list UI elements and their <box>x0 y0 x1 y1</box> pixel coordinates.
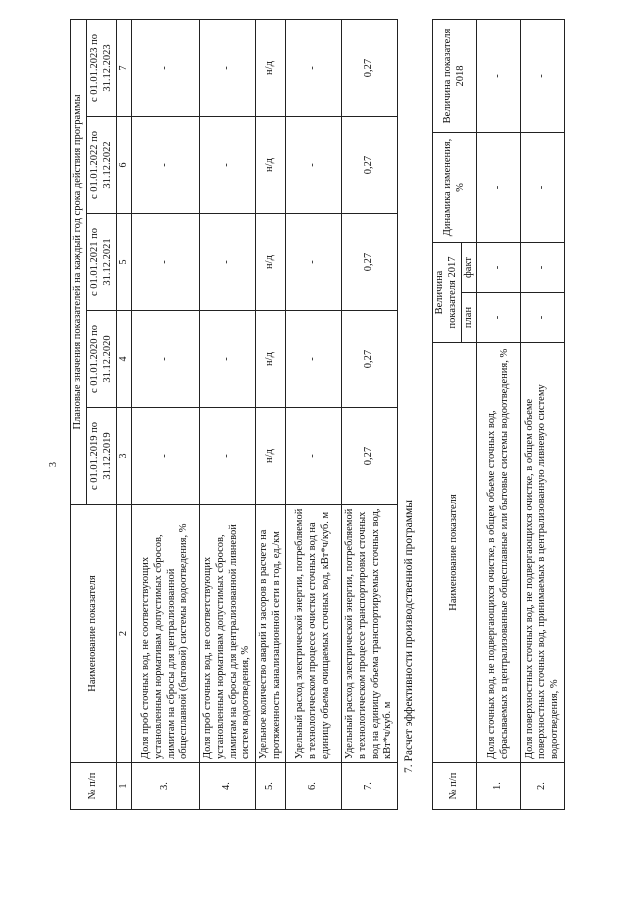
row-value: - <box>200 408 256 505</box>
row-value: 0,27 <box>342 408 398 505</box>
period-header: с 01.01.2021 по 31.12.2021 <box>87 214 117 311</box>
row-value: н/д <box>256 117 286 214</box>
row-value: - <box>521 243 565 293</box>
page-number: 3 <box>48 462 59 467</box>
row-value: - <box>132 214 200 311</box>
row-value: - <box>200 214 256 311</box>
plan-header: план <box>461 293 477 343</box>
period-header: с 01.01.2020 по 31.12.2020 <box>87 311 117 408</box>
row-value: - <box>132 408 200 505</box>
row-name: Доля проб сточных вод, не соответствующих установленным нормативам допустимых сбросов, лимитам на сбросы для централизованной общесплавной (бытовой) системы водоотведения, % <box>132 505 200 763</box>
efficiency-table <box>432 19 565 810</box>
row-value: н/д <box>256 408 286 505</box>
row-name: Доля поверхностных сточных вод, не подвергающихся очистке, в общем объеме поверхностных сточных вод, принимаемых в централизованную ливневую систему водоотведения, % <box>521 343 565 763</box>
row-value: 0,27 <box>342 117 398 214</box>
row-value: 0,27 <box>342 20 398 117</box>
row-value: - <box>477 133 521 243</box>
col-group-header: Плановые значения показателей на каждый год срока действия программы <box>71 20 87 505</box>
row-value: н/д <box>256 214 286 311</box>
row-value: - <box>286 408 342 505</box>
row-num: 3. <box>132 763 200 810</box>
row-value: - <box>521 133 565 243</box>
col-number: 2 <box>117 505 132 763</box>
table-row <box>342 20 398 810</box>
row-value: - <box>286 20 342 117</box>
row-name: Удельный расход электрической энергии, потребляемой в технологическом процессе очистки сточных вод на единицу объема очищаемых сточных вод, кВт*ч/куб. м <box>286 505 342 763</box>
row-value: - <box>132 20 200 117</box>
table-row <box>256 20 286 810</box>
row-value: - <box>477 243 521 293</box>
row-value: 0,27 <box>342 214 398 311</box>
period-header: с 01.01.2022 по 31.12.2022 <box>87 117 117 214</box>
row-value: - <box>521 20 565 133</box>
table-row <box>521 20 565 810</box>
row-value: - <box>286 214 342 311</box>
col-name-header: Наименование показателя <box>433 343 477 763</box>
col-num-header: № п/п <box>71 763 117 810</box>
row-value: - <box>132 117 200 214</box>
col-number: 6 <box>117 117 132 214</box>
row-value: - <box>521 293 565 343</box>
period-header: с 01.01.2023 по 31.12.2023 <box>87 20 117 117</box>
table-row <box>286 20 342 810</box>
col-number: 3 <box>117 408 132 505</box>
row-value: н/д <box>256 20 286 117</box>
col-number: 5 <box>117 214 132 311</box>
col-number: 1 <box>117 763 132 810</box>
row-name: Удельный расход электрической энергии, потребляемой в технологическом процессе транспортировки сточных вод на единицу объема транспортируемых сточных вод, кВт*ч/куб. м <box>342 505 398 763</box>
row-num: 7. <box>342 763 398 810</box>
section-title: 7. Расчет эффективности производственной программы <box>403 499 415 773</box>
fact-header: факт <box>461 243 477 293</box>
row-value: - <box>477 293 521 343</box>
row-value: н/д <box>256 311 286 408</box>
period-header: с 01.01.2019 по 31.12.2019 <box>87 408 117 505</box>
row-value: - <box>200 20 256 117</box>
targets-table <box>70 19 398 810</box>
row-num: 6. <box>286 763 342 810</box>
col-name-header: Наименование показателя <box>71 505 117 763</box>
row-value: - <box>477 20 521 133</box>
row-name: Доля сточных вод, не подвергающихся очистке, в общем объеме сточных вод, сбрасываемых в централизованные общесплавные или бытовые системы водоотведения, % <box>477 343 521 763</box>
row-value: - <box>286 311 342 408</box>
table-row <box>132 20 200 810</box>
row-num: 2. <box>521 763 565 810</box>
row-value: - <box>200 311 256 408</box>
row-name: Удельное количество аварий и засоров в расчете на протяженность канализационной сети в год, ед./км <box>256 505 286 763</box>
row-value: - <box>286 117 342 214</box>
row-name: Доля проб сточных вод, не соответствующих установленным нормативам допустимых сбросов, лимитам на сбросы для централизованной ливневой систем водоотведения, % <box>200 505 256 763</box>
value2018-header: Величина показателя 2018 <box>433 20 477 133</box>
row-num: 5. <box>256 763 286 810</box>
row-value: - <box>132 311 200 408</box>
row-value: 0,27 <box>342 311 398 408</box>
col-num-header: № п/п <box>433 763 477 810</box>
table-row <box>477 20 521 810</box>
value2017-header: Величина показателя 2017 <box>433 243 462 343</box>
dynamics-header: Динамика изменения, % <box>433 133 477 243</box>
row-num: 4. <box>200 763 256 810</box>
row-value: - <box>200 117 256 214</box>
row-num: 1. <box>477 763 521 810</box>
col-number: 4 <box>117 311 132 408</box>
col-number: 7 <box>117 20 132 117</box>
table-row <box>200 20 256 810</box>
